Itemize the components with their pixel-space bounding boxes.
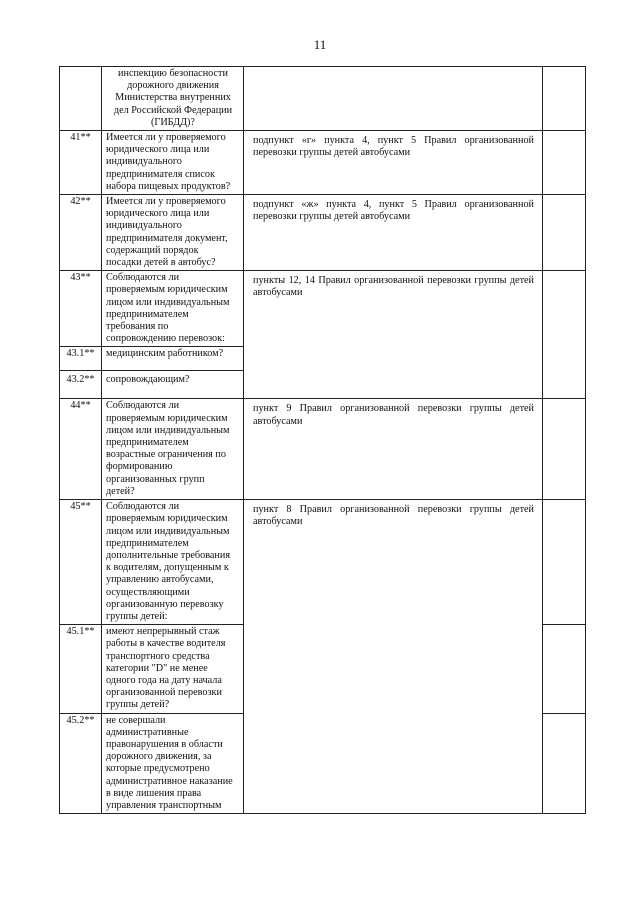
table-row bbox=[60, 131, 586, 195]
reference-text: подпункт «г» пункта 4, пункт 5 Правил организованной перевозки группы детей автобусами bbox=[253, 135, 534, 159]
answer-cell bbox=[543, 195, 586, 271]
question-cell bbox=[102, 67, 244, 131]
question-text: Соблюдаются ли проверяемым юридическим лицом или индивидуальным предпринимателем возрастные ограничения по формированию организованных групп детей? bbox=[106, 400, 230, 497]
question-text: имеют непрерывный стаж работы в качестве водителя транспортного средства категории "D" не менее одного года на дату начала организованной перевозки группы детей? bbox=[106, 626, 226, 711]
page-number: 11 bbox=[313, 37, 327, 52]
answer-cell bbox=[543, 67, 586, 131]
table-row bbox=[60, 399, 586, 500]
item-number: 43** bbox=[70, 272, 91, 284]
reference-text: пункты 12, 14 Правил организованной перевозки группы детей автобусами bbox=[253, 275, 534, 299]
question-text: медицинским работником? bbox=[106, 348, 224, 360]
question-cell bbox=[102, 371, 244, 399]
item-number: 42** bbox=[70, 196, 91, 208]
question-text: инспекцию безопасности дорожного движения Министерства внутренних дел Российской Федерации (ГИБДД)? bbox=[113, 68, 233, 128]
question-cell bbox=[102, 399, 244, 500]
question-text: Соблюдаются ли проверяемым юридическим лицом или индивидуальным предпринимателем требования по сопровождению перевозок: bbox=[106, 272, 230, 345]
item-number-cell bbox=[60, 195, 102, 271]
item-number: 45** bbox=[70, 501, 91, 513]
item-number: 45.2** bbox=[66, 714, 95, 726]
item-number-cell bbox=[60, 271, 102, 347]
question-cell bbox=[102, 271, 244, 347]
item-number-cell bbox=[60, 67, 102, 131]
table-row bbox=[60, 67, 586, 131]
question-text: Имеется ли у проверяемого юридического лица или индивидуального предпринимателя список набора пищевых продуктов? bbox=[106, 132, 231, 192]
item-number-cell bbox=[60, 399, 102, 500]
question-cell bbox=[102, 347, 244, 371]
answer-cell bbox=[543, 131, 586, 195]
table-row bbox=[60, 195, 586, 271]
answer-cell bbox=[543, 500, 586, 625]
item-number: 43.1** bbox=[66, 348, 95, 360]
reference-cell bbox=[244, 131, 543, 195]
item-number: 43.2** bbox=[66, 374, 95, 386]
item-number-cell bbox=[60, 500, 102, 625]
reference-cell bbox=[244, 271, 543, 399]
question-text: не совершали административные правонарушения в области дорожного движения, за которые предусмотрено административное наказание в виде лишения права управления транспортным bbox=[106, 714, 233, 811]
answer-cell bbox=[543, 713, 586, 814]
item-number-cell bbox=[60, 347, 102, 371]
item-number-cell bbox=[60, 131, 102, 195]
question-cell bbox=[102, 131, 244, 195]
answer-cell bbox=[543, 625, 586, 713]
question-text: Имеется ли у проверяемого юридического лица или индивидуального предпринимателя документ, содержащий порядок посадки детей в автобус? bbox=[106, 196, 228, 269]
reference-cell bbox=[244, 500, 543, 814]
item-number: 41** bbox=[70, 132, 91, 144]
answer-cell bbox=[543, 399, 586, 500]
question-text: Соблюдаются ли проверяемым юридическим лицом или индивидуальным предпринимателем дополнительные требования к водителям, допущенным к управлению автобусами, осуществляющими организованную перевозку группы детей: bbox=[106, 501, 231, 622]
table-row bbox=[60, 500, 586, 625]
reference-text: подпункт «ж» пункта 4, пункт 5 Правил организованной перевозки группы детей автобусами bbox=[253, 199, 534, 223]
item-number: 45.1** bbox=[66, 626, 95, 638]
item-number-cell bbox=[60, 625, 102, 713]
question-cell bbox=[102, 625, 244, 713]
item-number: 44** bbox=[70, 400, 91, 412]
question-cell bbox=[102, 713, 244, 814]
table-row bbox=[60, 271, 586, 347]
reference-cell bbox=[244, 195, 543, 271]
inspection-checklist-table bbox=[59, 66, 586, 814]
answer-cell bbox=[543, 271, 586, 399]
reference-text: пункт 9 Правил организованной перевозки группы детей автобусами bbox=[253, 403, 534, 427]
item-number-cell bbox=[60, 371, 102, 399]
question-cell bbox=[102, 195, 244, 271]
reference-text: пункт 8 Правил организованной перевозки группы детей автобусами bbox=[253, 504, 534, 528]
question-cell bbox=[102, 500, 244, 625]
item-number-cell bbox=[60, 713, 102, 814]
question-text: сопровождающим? bbox=[106, 374, 190, 386]
reference-cell bbox=[244, 399, 543, 500]
reference-cell bbox=[244, 67, 543, 131]
